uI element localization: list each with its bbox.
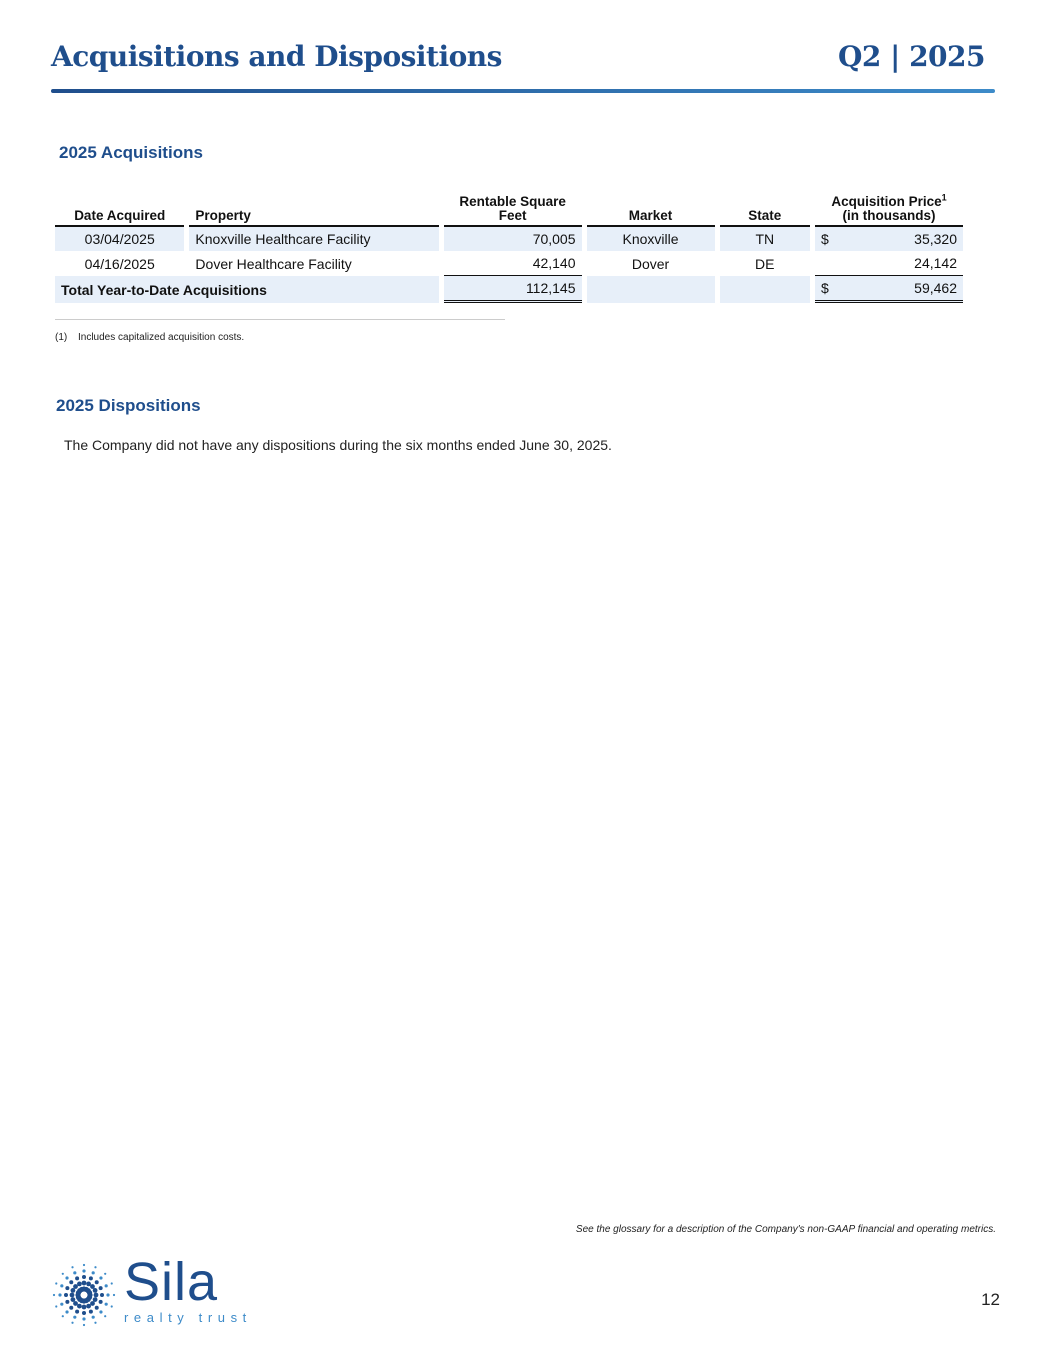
logo-dot [82,1305,87,1310]
acquisitions-heading: 2025 Acquisitions [59,143,203,162]
table-row [55,227,963,251]
logo-dot [95,1280,99,1284]
report-period: Q2 | 2025 [838,40,985,73]
cell-date: 03/04/2025 [55,227,184,251]
footnote-text: Includes capitalized acquisition costs. [78,332,245,343]
logo-dot [90,1284,95,1289]
logo-dot [71,1297,76,1302]
logo-dot [82,1281,87,1286]
logo-dot [113,1294,115,1296]
total-label: Total Year-to-Date Acquisitions [55,276,439,303]
logo-dot [87,1290,92,1295]
logo-dot [77,1282,82,1287]
dispositions-heading: 2025 Dispositions [56,396,201,415]
logo-dot [53,1294,55,1296]
cell-date: 04/16/2025 [84,255,155,272]
footnote-number: (1) [55,332,68,343]
cell-price [815,251,963,276]
table-row [55,251,963,276]
cell-rsf: 42,140 [444,251,582,276]
cell-state: DE [755,255,775,272]
logo-dot [92,1271,95,1274]
logo-dot [75,1276,79,1280]
total-row [55,276,963,303]
logo-dot [93,1297,98,1302]
logo-dot [99,1310,102,1313]
logo-dot [73,1284,78,1289]
logo-dot [94,1322,96,1324]
cell-property: Knoxville Healthcare Facility [189,227,438,251]
price-header-line1: Acquisition Price [831,194,942,209]
column-header-state: State [720,195,810,227]
column-header-rsf [444,195,582,227]
logo-dot [111,1282,113,1284]
logo-dot [77,1304,82,1309]
logo-dot [90,1301,95,1306]
logo-dot [99,1276,102,1279]
logo-dot [65,1286,69,1290]
logo-dot [62,1273,64,1275]
logo-dot [93,1288,98,1293]
logo-dot [86,1304,91,1309]
table-header-row [55,195,963,227]
footnote-divider [55,319,505,320]
price-header-line2: (in thousands) [842,208,936,223]
logo-dot [82,1317,85,1320]
acquisitions-table [50,192,968,303]
column-header-property: Property [189,195,438,227]
logo-dot [83,1264,85,1266]
price-value: 24,142 [914,255,957,271]
dispositions-text: The Company did not have any dispositions during the six months ended June 30, 2025. [64,437,612,453]
currency-symbol: $ [821,231,829,247]
column-header-price [815,192,963,227]
total-price [815,276,963,303]
logo-dot [99,1300,103,1304]
total-state-empty [720,276,810,303]
logo-dot [105,1303,108,1306]
logo-dot [111,1305,113,1307]
logo-dot [104,1315,106,1317]
logo-dot [71,1288,76,1293]
logo-dot [70,1293,75,1298]
page-number: 12 [981,1290,1000,1309]
rsf-header-line2: Feet [498,208,527,223]
currency-symbol: $ [821,280,829,296]
logo-wordmark: Sila [124,1252,219,1312]
logo-dot [104,1273,106,1275]
logo-dot [69,1306,73,1310]
logo-dot [69,1280,73,1284]
logo-dot [60,1284,63,1287]
page-title: Acquisitions and Dispositions [51,40,502,73]
logo-dot [99,1286,103,1290]
logo-dot [73,1301,78,1306]
cell-market: Dover [631,255,670,272]
logo-dot [94,1266,96,1268]
logo-dot [105,1284,108,1287]
logo-dot [89,1310,93,1314]
column-header-market: Market [587,195,715,227]
cell-market: Knoxville [587,227,715,251]
header-divider [51,89,995,93]
logo-dot [92,1316,95,1319]
column-header-date: Date Acquired [55,195,184,227]
logo-dot [83,1324,85,1326]
logo-dot [73,1271,76,1274]
logo-tagline: realty trust [124,1310,252,1325]
total-rsf: 112,145 [444,276,582,303]
logo-dot [55,1282,57,1284]
cell-state: TN [720,227,810,251]
logo-dot [94,1293,99,1298]
logo-dot [73,1316,76,1319]
price-value: 59,462 [914,280,957,296]
rsf-header-line1: Rentable Square [459,194,566,209]
logo-dot [64,1293,68,1297]
glossary-note: See the glossary for a description of the Company's non-GAAP financial and operating metrics. [575,1224,996,1235]
cell-price [815,227,963,251]
logo-dot [82,1311,86,1315]
logo-dot [55,1305,57,1307]
logo-dot [82,1269,85,1272]
logo-dot [95,1306,99,1310]
logo-dot [58,1293,61,1296]
logo-dot [89,1276,93,1280]
footnote-marker: 1 [941,192,947,203]
logo-dot [106,1293,109,1296]
logo-dot [86,1282,91,1287]
logo-dot [100,1293,104,1297]
logo-dot [65,1276,68,1279]
logo-dot [65,1300,69,1304]
cell-rsf: 70,005 [444,227,582,251]
logo-dot [82,1275,86,1279]
logo-dot [71,1322,73,1324]
logo-dot [75,1310,79,1314]
logo-dot [62,1315,64,1317]
price-value: 35,320 [914,231,957,247]
cell-property: Dover Healthcare Facility [195,255,352,272]
total-market-empty [587,276,715,303]
logo-dot [71,1266,73,1268]
logo-dot [60,1303,63,1306]
footnote [55,332,244,343]
logo-dot [65,1310,68,1313]
